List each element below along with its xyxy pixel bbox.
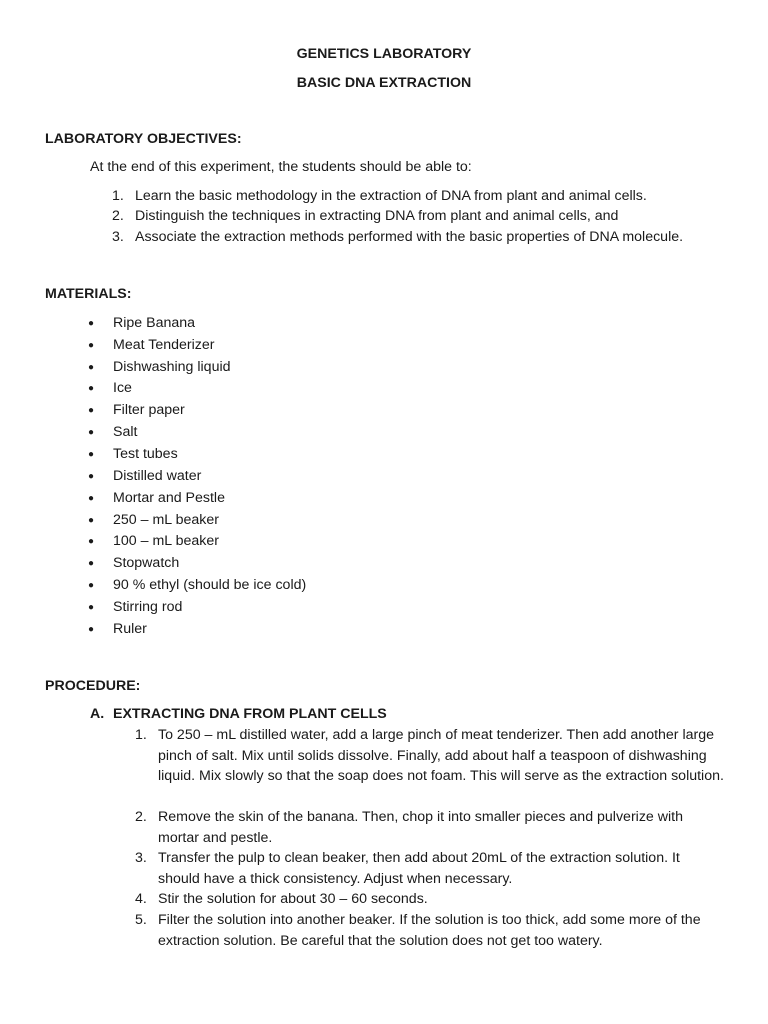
material-item [88, 446, 178, 462]
section-letter: A. [90, 706, 105, 722]
material-item [88, 555, 179, 571]
section-a-heading [90, 706, 387, 722]
bullet-icon: ● [88, 579, 95, 591]
bullet-icon: ● [88, 361, 95, 373]
step-text: Stir the solution for about 30 – 60 seconds. [158, 891, 428, 907]
material-item [88, 468, 201, 484]
material-text: Distilled water [113, 468, 202, 484]
list-number: 2. [112, 208, 124, 224]
material-item [88, 577, 306, 593]
bullet-icon: ● [88, 382, 95, 394]
materials-heading: MATERIALS: [45, 286, 132, 302]
bullet-icon: ● [88, 339, 95, 351]
material-text: Salt [113, 424, 138, 440]
material-item [88, 402, 185, 418]
material-text: Filter paper [113, 402, 185, 418]
material-text: Ruler [113, 621, 147, 637]
material-item [88, 359, 231, 375]
material-text: Stirring rod [113, 599, 183, 615]
material-text: Ripe Banana [113, 315, 196, 331]
procedure-step [135, 889, 725, 910]
material-text: Meat Tenderizer [113, 337, 215, 353]
document-subtitle: BASIC DNA EXTRACTION [296, 75, 472, 91]
objective-text: Associate the extraction methods performed with the basic properties of DNA molecule. [135, 229, 684, 245]
material-text: Test tubes [113, 446, 178, 462]
list-number: 3. [112, 229, 124, 245]
objective-item [112, 188, 647, 204]
bullet-icon: ● [88, 623, 95, 635]
procedure-step [135, 848, 725, 889]
step-number: 3. [135, 850, 147, 866]
material-item [88, 380, 132, 396]
material-text: Stopwatch [113, 555, 180, 571]
material-text: 100 – mL beaker [113, 533, 219, 549]
bullet-icon: ● [88, 557, 95, 569]
bullet-icon: ● [88, 601, 95, 613]
step-number: 4. [135, 891, 147, 907]
bullet-icon: ● [88, 404, 95, 416]
document-title: GENETICS LABORATORY [296, 46, 472, 62]
material-text: 250 – mL beaker [113, 512, 219, 528]
material-item [88, 599, 182, 615]
objective-text: Learn the basic methodology in the extraction of DNA from plant and animal cells. [135, 188, 647, 204]
bullet-icon: ● [88, 426, 95, 438]
bullet-icon: ● [88, 514, 95, 526]
section-title: EXTRACTING DNA FROM PLANT CELLS [113, 706, 387, 722]
material-text: 90 % ethyl (should be ice cold) [113, 577, 307, 593]
material-item [88, 424, 137, 440]
list-number: 1. [112, 188, 124, 204]
step-number: 5. [135, 912, 147, 928]
material-text: Dishwashing liquid [113, 359, 231, 375]
material-text: Ice [113, 380, 132, 396]
objective-text: Distinguish the techniques in extracting DNA from plant and animal cells, and [135, 208, 619, 224]
step-text: Transfer the pulp to clean beaker, then add about 20mL of the extraction solution. It should have a thick consistency. Adjust when necessary. [158, 850, 680, 887]
bullet-icon: ● [88, 317, 95, 329]
objectives-intro: At the end of this experiment, the students should be able to: [90, 159, 472, 175]
material-item [88, 490, 225, 506]
material-text: Mortar and Pestle [113, 490, 225, 506]
step-text: To 250 – mL distilled water, add a large pinch of meat tenderizer. Then add another large pinch of salt. Mix until solids dissolve. Finally, add about half a teaspoon of dishwashing liquid. Mix slowly so that the soap does not foam. This will serve as the extraction solution. [158, 727, 724, 784]
bullet-icon: ● [88, 535, 95, 547]
step-number: 1. [135, 727, 147, 743]
procedure-step [135, 910, 725, 951]
material-item [88, 533, 219, 549]
objective-item [112, 229, 683, 245]
material-item [88, 512, 219, 528]
procedure-step [135, 725, 725, 787]
material-item [88, 337, 214, 353]
objectives-heading: LABORATORY OBJECTIVES: [45, 131, 242, 147]
step-text: Remove the skin of the banana. Then, chop it into smaller pieces and pulverize with mortar and pestle. [158, 809, 683, 846]
objective-item [112, 208, 618, 224]
material-item [88, 621, 147, 637]
bullet-icon: ● [88, 470, 95, 482]
material-item [88, 315, 195, 331]
step-text: Filter the solution into another beaker. If the solution is too thick, add some more of the extraction solution. Be careful that the solution does not get too watery. [158, 912, 701, 949]
step-number: 2. [135, 809, 147, 825]
procedure-heading: PROCEDURE: [45, 678, 141, 694]
bullet-icon: ● [88, 448, 95, 460]
procedure-step [135, 807, 725, 848]
bullet-icon: ● [88, 492, 95, 504]
